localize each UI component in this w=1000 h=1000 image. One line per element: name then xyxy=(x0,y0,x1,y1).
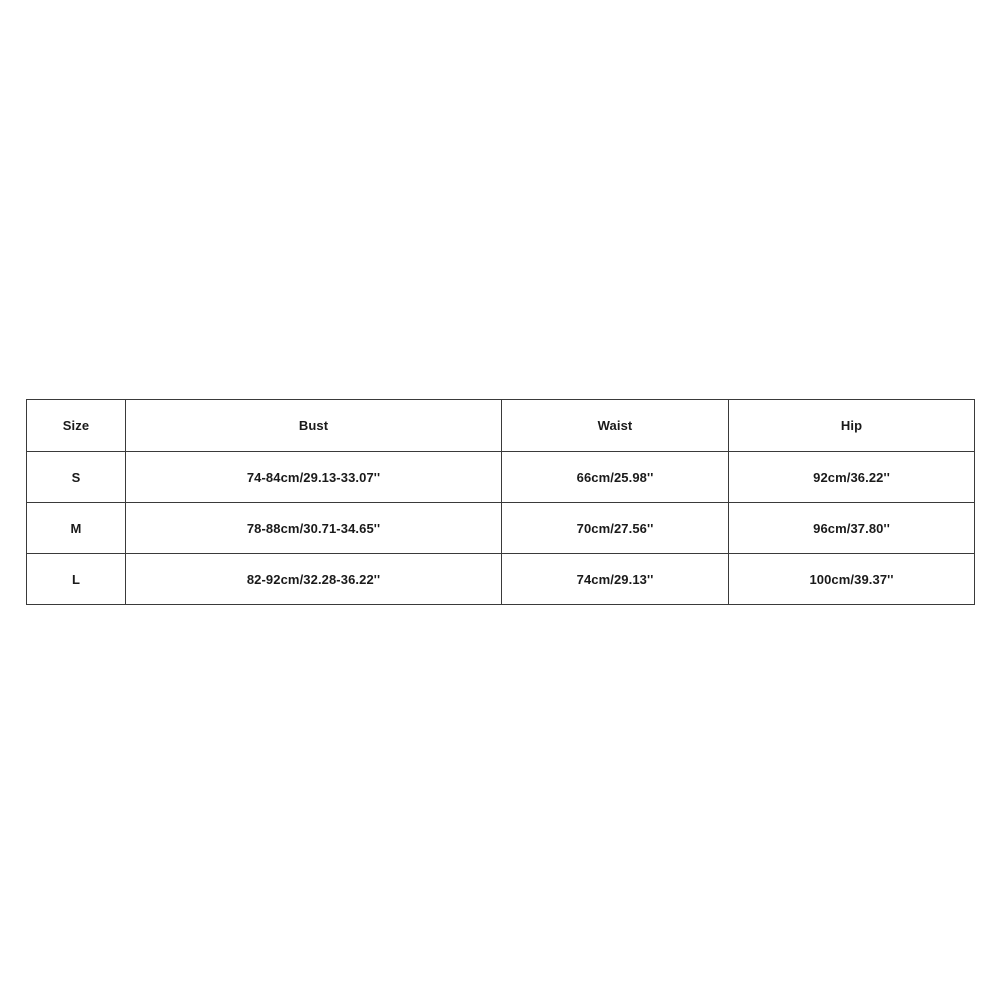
size-chart-container xyxy=(26,399,974,605)
column-header-bust: Bust xyxy=(126,400,502,452)
cell-waist: 74cm/29.13'' xyxy=(502,554,729,605)
column-header-size: Size xyxy=(27,400,126,452)
column-header-hip: Hip xyxy=(729,400,975,452)
cell-bust: 74-84cm/29.13-33.07'' xyxy=(126,452,502,503)
column-header-waist: Waist xyxy=(502,400,729,452)
cell-bust: 82-92cm/32.28-36.22'' xyxy=(126,554,502,605)
cell-waist: 70cm/27.56'' xyxy=(502,503,729,554)
table-row xyxy=(27,452,975,503)
table-header xyxy=(27,400,975,452)
cell-hip: 100cm/39.37'' xyxy=(729,554,975,605)
table-row xyxy=(27,503,975,554)
cell-bust: 78-88cm/30.71-34.65'' xyxy=(126,503,502,554)
cell-size: L xyxy=(27,554,126,605)
cell-waist: 66cm/25.98'' xyxy=(502,452,729,503)
size-chart-table xyxy=(26,399,975,605)
cell-size: M xyxy=(27,503,126,554)
table-body xyxy=(27,452,975,605)
cell-hip: 96cm/37.80'' xyxy=(729,503,975,554)
table-header-row xyxy=(27,400,975,452)
cell-hip: 92cm/36.22'' xyxy=(729,452,975,503)
cell-size: S xyxy=(27,452,126,503)
table-row xyxy=(27,554,975,605)
